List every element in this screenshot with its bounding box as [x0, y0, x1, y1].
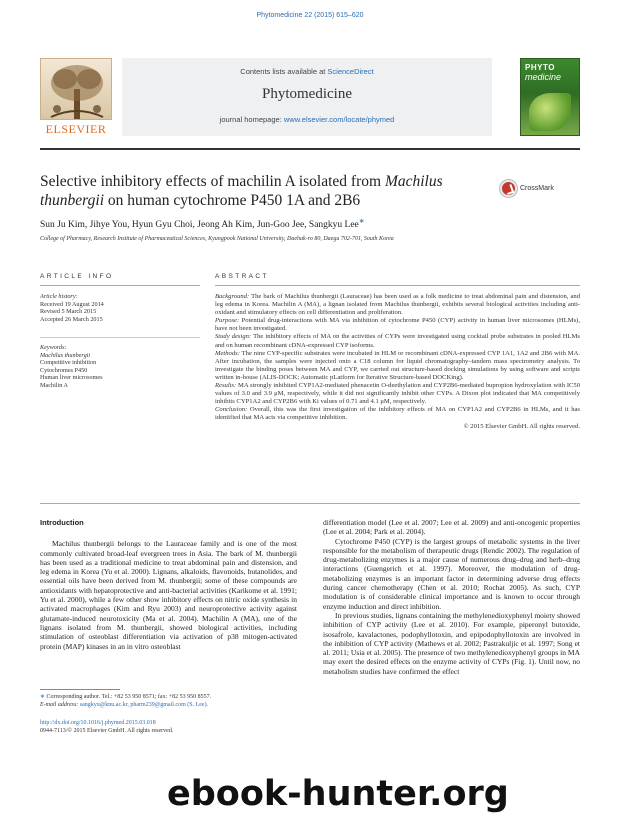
issn-line: 0944-7113/© 2015 Elsevier GmbH. All rights reserved.: [40, 727, 174, 734]
elsevier-tree-icon: [40, 58, 112, 120]
doi-link[interactable]: http://dx.doi.org/10.1016/j.phymed.2015.03.018: [40, 720, 156, 726]
purpose-text: Potential drug-interactions with MA via inhibition of cytochrome P450 (CYP) activity in human liver microsomes (HLMs), have not been investigated.: [215, 317, 580, 333]
article-info-heading: ARTICLE INFO: [40, 273, 114, 280]
cover-leaf-image: [529, 93, 571, 131]
intro-paragraph-continued: differentiation model (Lee et al. 2007; Lee et al. 2009) and anti-oncogenic properties (Lee et al. 2004; Park et al. 2004).: [323, 518, 580, 537]
background-text: The bark of Machilus thunbergii (Lauraceae) has been used as a folk medicine to treat abdominal pain and distension, and leg edema in Korea. Machilin A (MA), a lignan isolated from Machilus thunbergii, exhibits several biological activities including anti-oxidant and stimulatory effects on cell differentiation and proliferation.: [215, 293, 580, 317]
affiliation: College of Pharmacy, Research Institute of Pharmaceutical Sciences, Kyungpook National University, Daehak-ro 80, Daegu 702-701, South Korea: [40, 236, 394, 242]
background-label: Background:: [215, 293, 250, 300]
history-accepted: Accepted 26 March 2015: [40, 315, 103, 323]
conclusion-label: Conclusion:: [215, 406, 248, 414]
keyword-item: Machilin A: [40, 381, 69, 389]
article-info-rule: [40, 285, 200, 286]
crossmark-label: CrossMark: [520, 185, 554, 192]
keyword-item: Competitive inhibition: [40, 359, 97, 367]
crossmark-badge[interactable]: [500, 180, 554, 197]
elsevier-logo[interactable]: [40, 58, 112, 136]
abstract-bottom-rule: [40, 503, 580, 504]
cyp-paragraph: Cytochrome P450 (CYP) is the largest groups of metabolic systems in the liver responsible for the metabolism of therapeutic drugs (Rendic 2002). The regulation of drug-metabolizing enzymes is a major cause of numerous drug–drug and herb–drug interactions (Guengerich et al. 1997). Moreover, the modulation of drug-metabolizing enzymes is an important factor in determining adverse drug effects during cancer chemotherapy (Chen et al. 2010; Rochat 2005). As such, CYP modulation is of considerable clinical importance and is known to occur through enzyme induction and direct inhibition.: [323, 536, 580, 611]
abstract-methods: [215, 350, 580, 382]
sciencedirect-link[interactable]: ScienceDirect: [327, 67, 374, 76]
lignan-paragraph: In previous studies, lignans containing the methylenedioxyphenyl moiety showed inhibition of CYP activity (Lee et al. 2010). For example, piperonyl butoxide, isosafrole, kavalactones, podophyllotoxin, and epipodophyllotoxin are involved in the inhibition of CYP activity (Mathews et al. 2002; Pastrakuljic et al. 1997; Song et al. 2011; Usia et al. 2005). The presence of two methylenedioxyphenyl groups in MA may exert the desired effects on the enzyme activity of CYPs (Fig. 1). Until now, no metabolism studies have confirmed the effect: [323, 610, 580, 676]
email-label: E-mail address:: [40, 701, 79, 708]
info-divider: [40, 337, 200, 338]
abstract-copyright: © 2015 Elsevier GmbH. All rights reserved.: [463, 422, 580, 430]
body-right-column: [323, 518, 580, 676]
keywords-label: Keywords:: [40, 344, 67, 351]
homepage-prefix: journal homepage:: [219, 115, 284, 124]
abstract-purpose: [215, 317, 580, 333]
keyword-item: Machilus thunbergii: [40, 351, 91, 359]
article-history: [40, 293, 200, 323]
keyword-item: Human liver microsomes: [40, 374, 103, 382]
title-part2: on human cytochrome P450 1A and 2B6: [104, 192, 361, 209]
title-part1: Selective inhibitory effects of machilin A isolated from: [40, 173, 385, 190]
conclusion-text: Overall, this was the first investigation of the inhibitory effects of MA on CYP1A2 and CYP2B6 in HLMs, and it has identified that MA acts via competitive inhibition.: [215, 406, 580, 422]
abstract-background: [215, 293, 580, 317]
email-line: [40, 702, 297, 710]
design-label: Study design:: [215, 333, 252, 341]
corresponding-text: Corresponding author. Tel.: +82 53 950 8571; fax: +82 53 950 8557.: [45, 694, 212, 700]
journal-cover-thumbnail[interactable]: [520, 58, 580, 136]
abstract-design: [215, 333, 580, 349]
footnote-mark: ∗: [40, 694, 46, 700]
footnote: [40, 689, 297, 709]
title-species: Machilus thunbergii: [40, 173, 443, 209]
design-text: The inhibitory effects of MA on the activities of CYPs were investigated using cocktail probe substrates in pooled HLMs and on human recombinant cDNA-expressed CYP isoforms.: [215, 333, 580, 349]
corresponding-author-note: [40, 694, 297, 702]
doi-block: [40, 720, 173, 735]
methods-label: Methods:: [215, 349, 240, 357]
elsevier-wordmark: ELSEVIER: [45, 122, 107, 136]
abstract-heading: ABSTRACT: [215, 273, 269, 280]
results-label: Results:: [215, 382, 237, 390]
footnote-rule: [40, 689, 120, 690]
keywords: [40, 344, 200, 390]
body-left-column: [40, 518, 297, 651]
site-watermark: ebook-hunter.org: [167, 774, 509, 814]
header-divider: [40, 148, 580, 150]
homepage-link[interactable]: www.elsevier.com/locate/phymed: [283, 115, 395, 124]
journal-title: Phytomedicine: [262, 86, 352, 102]
homepage-line: [122, 115, 492, 124]
keyword-item: Cytochromes P450: [40, 366, 88, 374]
article-title: [40, 172, 480, 210]
introduction-heading: Introduction: [40, 518, 84, 527]
abstract-results: [215, 382, 580, 406]
contents-line: [122, 67, 492, 76]
author-list: [40, 217, 365, 230]
history-revised: Revised 5 March 2015: [40, 308, 97, 316]
cover-title-line2: medicine: [525, 72, 562, 82]
email-addresses[interactable]: sangkyu@knu.ac.kr, pharm239@gmail.com (S. Lee).: [78, 701, 209, 708]
corresponding-author-mark[interactable]: ∗: [358, 217, 365, 225]
methods-text: The nine CYP-specific substrates were incubated in HLM or recombinant cDNA-expressed CYP 1A1, 1A2 and 2B6 with MA. After incubation, the samples were injected onto a C18 column for liquid chromatography–tandem mass spectrometry analysis. To investigate the binding poses between MA and CYP, we carried out structure-based docking simulations by using software and scripts written in-house (ALIS-DOCK; Automatic pLatform for Iterative Structure-based DOCKing).: [215, 349, 581, 381]
authors-text: Sun Ju Kim, Jihye You, Hyun Gyu Choi, Jeong Ah Kim, Jun-Goo Jee, Sangkyu Lee: [40, 220, 359, 231]
history-label: Article history:: [40, 293, 78, 300]
journal-header: [40, 58, 580, 138]
crossmark-icon: [500, 180, 517, 197]
abstract-rule: [215, 285, 580, 286]
journal-masthead: [122, 58, 492, 136]
journal-citation-link[interactable]: Phytomedicine 22 (2015) 615–620: [256, 12, 364, 19]
history-received: Received 19 August 2014: [40, 300, 104, 308]
intro-paragraph: Machilus thunbergii belongs to the Lauraceae family and is one of the most commonly cultivated broad-leaf evergreen trees in Asia. The bark of M. thunbergii has been used as a traditional medicine to treat abdominal pain and distension, and leg edema in Korea (Yu et al. 2000). Lignans, alkaloids, flavonoids, butanolides, and essential oils have been derived from M. thunbergii; some of these compounds are antioxidants with hepatoprotective and anti-bacterial activities (Karikome et al. 1991; Yu et al. 2000), while a few other show inhibitory effects on nitric oxide synthesis in activated macrophages (Kim and Ryu 2003) and neuroprotective activity against glutamate-induced neurotoxicity (Ma et al. 2004). Machilin A (MA), one of the lignans isolated from M. thunbergii, showed biological activities, including stimulation of osteoblast differentiation via activation of p38 mitogen-activated protein (MAP) kinases in an in vitro osteoblast: [40, 539, 297, 651]
results-text: MA strongly inhibited CYP1A2-mediated phenacetin O-deethylation and CYP2B6-mediated bupropion hydroxylation with IC50 values of 3.0 and 3.9 μM, respectively, while it did not significantly inhibit other CYPs. A Dixon plot indicated that MA competitively inhibits CYP1A2 and CYP2B6 with Ki values of 0.71 and 4.1 μM, respectively.: [215, 382, 581, 406]
abstract-body: [215, 293, 580, 431]
purpose-label: Purpose:: [215, 317, 240, 325]
abstract-conclusion: [215, 406, 580, 422]
contents-prefix: Contents lists available at: [240, 67, 328, 76]
cover-title-line1: PHYTO: [525, 63, 555, 72]
